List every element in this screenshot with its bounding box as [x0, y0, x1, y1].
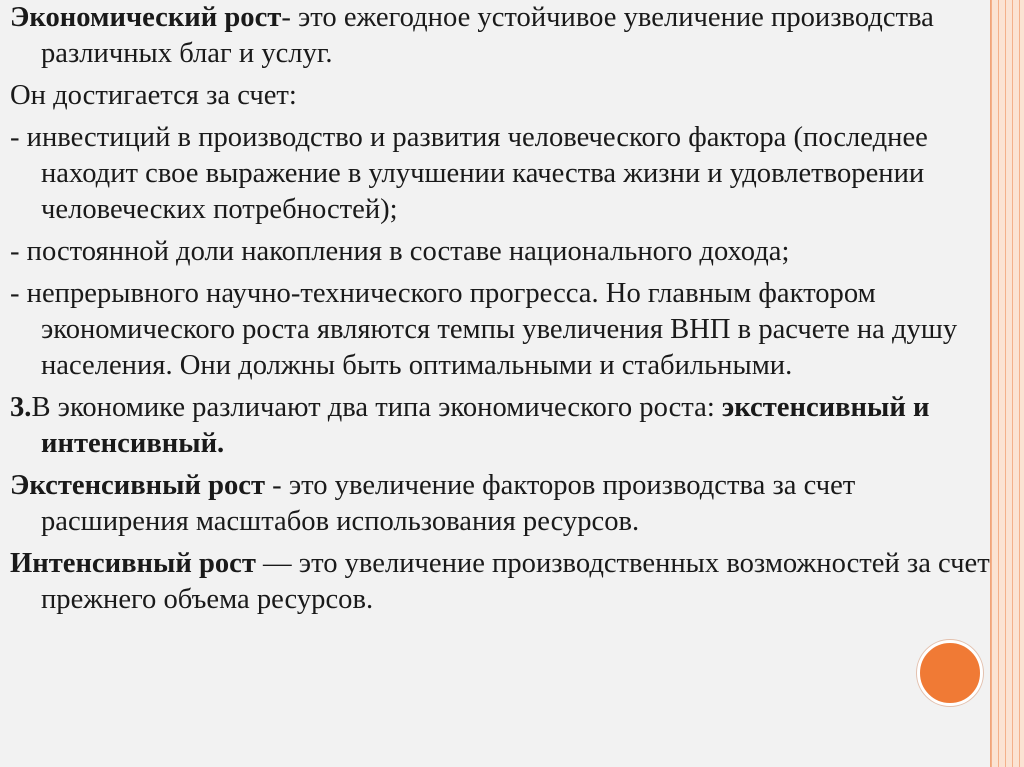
paragraph-intensive	[10, 546, 995, 618]
term-extensive: Экстенсивный рост	[10, 470, 266, 501]
definition-extensive: - это увеличение факторов производства за счет расширения масштабов использования ресурсов.	[41, 470, 856, 537]
definition-intensive: — это увеличение производственных возможностей за счет прежнего объема ресурсов.	[41, 548, 990, 615]
definition-economic-growth: - это ежегодное устойчивое увеличение производства различных благ и услуг.	[41, 2, 934, 69]
term-intensive: Интенсивный рост	[10, 548, 256, 579]
paragraph-economic-growth	[10, 0, 995, 72]
term-economic-growth: Экономический рост	[10, 2, 282, 33]
paragraph-types	[10, 390, 995, 462]
decorative-side-strip	[990, 0, 1024, 767]
slide-text	[10, 0, 995, 624]
decorative-circle	[917, 640, 983, 706]
paragraph-achieved-by: Он достигается за счет:	[10, 80, 297, 111]
paragraph-progress: - непрерывного научно-технического прогресса. Но главным фактором экономического роста являются темпы увеличения ВНП в расчете на душу населения. Они должны быть оптимальными и стабильными.	[10, 278, 958, 381]
paragraph-extensive	[10, 468, 995, 540]
types-names: экстенсивный и интенсивный.	[41, 392, 930, 459]
paragraph-accumulation: - постоянной доли накопления в составе национального дохода;	[10, 236, 790, 267]
types-intro: В экономике различают два типа экономического роста:	[31, 392, 722, 423]
item-number: 3.	[10, 392, 32, 423]
paragraph-investments: - инвестиций в производство и развития человеческого фактора (последнее находит свое выражение в улучшении качества жизни и удовлетворении человеческих потребностей);	[10, 122, 928, 225]
